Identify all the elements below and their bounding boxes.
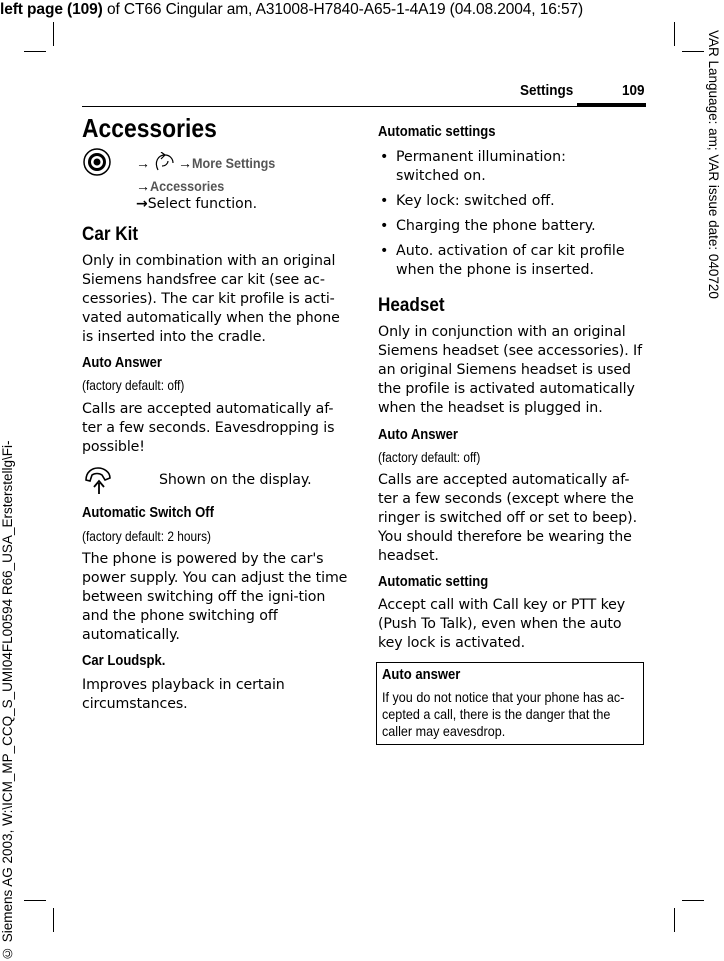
page-number: 109 [622, 82, 645, 99]
auto-switch-off-default: (factory default: 2 hours) [82, 528, 211, 544]
headset-auto-answer-text: Calls are accepted automatically af-ter a few seconds (except where the ringer is switched off or set to beep). You should therefore be wearing the headset. [378, 472, 637, 564]
menu-path-accessories: Accessories [150, 177, 225, 194]
list-item: • Key lock: switched off. [378, 192, 648, 211]
copyright-path: © Siemens AG 2003, W:\ICM_MP_CCQ_S_UMI04FL00594 R66_USA_Ersterstellg\Fi- [0, 440, 15, 961]
menu-path-select-function: Select function. [147, 196, 258, 212]
crop-mark [24, 900, 46, 901]
headset-heading: Headset [378, 295, 445, 316]
crop-mark [674, 22, 675, 46]
car-kit-intro: Only in combination with an original Siemens handsfree car kit (see ac-cessories). The car kit profile is acti-vated automatically when the phone is inserted into the cradle. [82, 253, 340, 345]
crop-mark [53, 22, 54, 46]
headset-auto-answer-default: (factory default: off) [378, 449, 481, 465]
var-language-note: VAR Language: am; VAR issue date: 040720 [706, 30, 721, 299]
car-kit-heading: Car Kit [82, 224, 139, 245]
note-box [376, 662, 644, 745]
car-kit-auto-answer-default: (factory default: off) [82, 377, 185, 393]
print-header: left page (109) of CT66 Cingular am, A31008-H7840-A65-1-4A19 (04.08.2004, 16:57) [0, 1, 584, 18]
crop-mark [674, 908, 675, 932]
automatic-setting-heading: Automatic setting [378, 574, 489, 590]
menu-path-more-settings: More Settings [192, 155, 276, 171]
auto-switch-off-heading: Automatic Switch Off [82, 505, 214, 521]
crop-mark [53, 908, 54, 932]
car-loudspk-heading: Car Loudspk. [82, 653, 166, 669]
note-title: Auto answer [382, 667, 461, 683]
list-item: • Charging the phone battery. [378, 217, 648, 236]
phone-handset-icon [82, 466, 114, 501]
automatic-settings-list [378, 148, 648, 286]
page-title: Accessories [82, 113, 217, 143]
car-loudspk-text: Improves playback in certain circumstances. [82, 677, 285, 712]
list-item: • Permanent illumination: switched on. [378, 148, 596, 186]
crop-mark [682, 900, 704, 901]
menu-path: → →More Settings →Accessories →Select function. [136, 152, 285, 214]
note-text: If you do not notice that your phone has ac-cepted a call, there is the danger that the caller may eavesdrop. [382, 689, 625, 739]
car-kit-auto-answer-text: Calls are accepted automatically af-ter a few seconds. Eavesdropping is possible! [82, 401, 335, 455]
headset-intro: Only in conjunction with an original Siemens headset (see accessories). If an original Siemens headset is used the profile is activated automatically when the headset is plugged in. [378, 324, 643, 416]
auto-switch-off-text: The phone is powered by the car's power supply. You can adjust the time between switching off the igni-tion and the phone switching off automatically. [82, 551, 348, 643]
crop-mark [24, 51, 46, 52]
list-item: • Auto. activation of car kit profile when the phone is inserted. [378, 242, 631, 280]
car-kit-auto-answer-heading: Auto Answer [82, 355, 163, 371]
navigation-key-icon [152, 152, 176, 177]
crop-mark [682, 51, 704, 52]
car-kit-display-note: Shown on the display. [159, 472, 312, 488]
headset-auto-answer-heading: Auto Answer [378, 427, 459, 443]
header-rule [82, 106, 646, 107]
automatic-settings-heading: Automatic settings [378, 124, 496, 140]
automatic-setting-text: Accept call with Call key or PTT key (Push To Talk), even when the auto key lock is activated. [378, 597, 626, 651]
running-header-section: Settings [520, 82, 574, 99]
menu-key-icon [82, 147, 112, 182]
